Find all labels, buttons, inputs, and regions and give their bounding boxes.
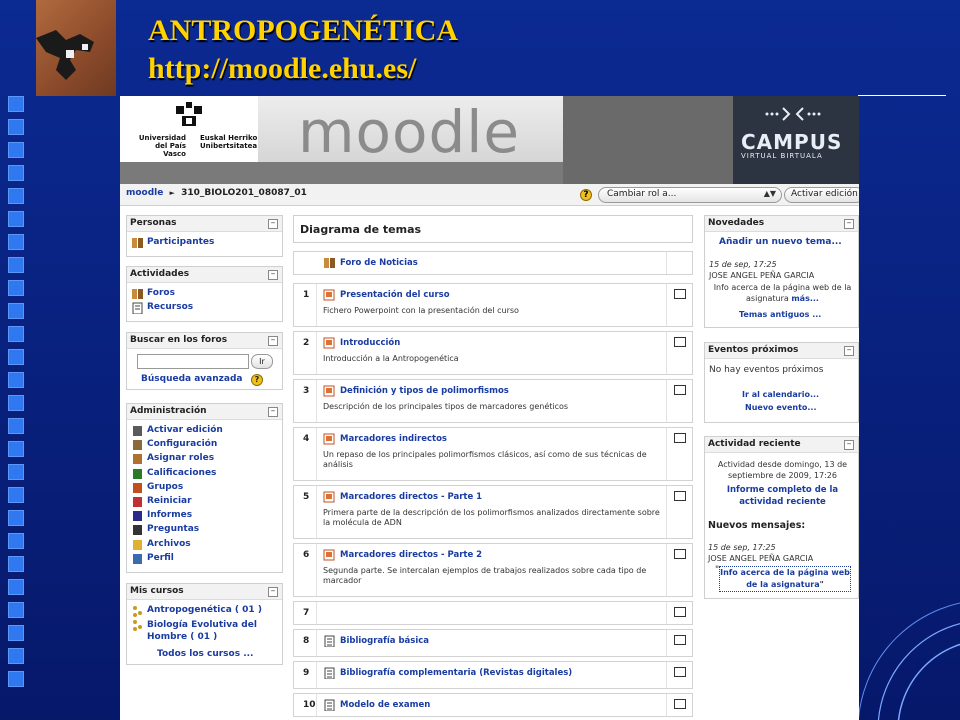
decorative-square [8, 487, 24, 503]
search-go-button[interactable]: Ir [251, 354, 273, 369]
decorative-square [8, 280, 24, 296]
forum-search-input[interactable] [137, 354, 249, 369]
block-administracion [126, 403, 283, 573]
profile-icon [131, 553, 144, 565]
decorative-square [8, 671, 24, 687]
course-icon [131, 619, 144, 631]
activity-date: 15 de sep, 17:25 [708, 543, 776, 552]
decorative-square [8, 648, 24, 664]
resources-link[interactable]: Recursos [147, 302, 194, 312]
topic-row [293, 601, 693, 625]
all-courses-link[interactable]: Todos los cursos ... [157, 649, 254, 659]
admin-link[interactable]: Perfil [147, 552, 174, 563]
topic-link[interactable]: Definición y tipos de polimorfismos [340, 386, 509, 396]
quote-open: " [715, 565, 720, 575]
university-logo [120, 96, 258, 162]
topics-header [293, 215, 693, 243]
decorative-square [8, 211, 24, 227]
document-icon [323, 635, 335, 647]
campus-title: CAMPUS [741, 130, 843, 154]
breadcrumb [126, 188, 307, 198]
campus-subtitle: VIRTUAL BIRTUALA [741, 152, 823, 160]
topic-row [293, 485, 693, 539]
course-link-biologia[interactable]: Biología Evolutiva del Hombre ( 01 ) [147, 620, 257, 642]
topic-number: 1 [303, 290, 310, 300]
new-messages-label: Nuevos mensajes: [708, 520, 806, 531]
block-personas-title: Personas [130, 218, 177, 228]
topic-row [293, 661, 693, 689]
block-eventos [704, 342, 859, 423]
participants-icon [131, 237, 144, 249]
news-date: 15 de sep, 17:25 [709, 260, 777, 269]
highlight-toggle[interactable] [674, 607, 686, 617]
slide-logo [36, 0, 116, 96]
admin-link[interactable]: Preguntas [147, 524, 200, 535]
topic-link[interactable]: Presentación del curso [340, 290, 450, 300]
news-more-link[interactable]: más... [791, 294, 819, 303]
topic-description: Un repaso de los principales polimorfismos clásicos, así como de sus técnicas de análisis [323, 450, 647, 469]
block-actividades-title: Actividades [130, 269, 190, 279]
topic-description: Introducción a la Antropogenética [323, 354, 459, 363]
help-icon[interactable]: ? [580, 189, 592, 201]
block-administracion-title: Administración [130, 406, 207, 416]
news-text: Info acerca de la página web de la asignatura más... [713, 283, 852, 303]
navigation-bar [120, 184, 859, 206]
add-topic-link[interactable]: Añadir un nuevo tema... [719, 237, 842, 247]
collapse-icon[interactable]: – [844, 219, 854, 229]
decorative-square [8, 395, 24, 411]
forums-link[interactable]: Foros [147, 288, 175, 298]
topic-row [293, 331, 693, 375]
university-name-es: Universidad del País Vasco [138, 134, 186, 158]
resources-icon [131, 302, 144, 314]
old-topics-link[interactable]: Temas antiguos ... [739, 310, 822, 319]
topic-link[interactable]: Marcadores indirectos [340, 434, 447, 444]
settings-icon [131, 439, 144, 451]
highlight-toggle[interactable] [674, 385, 686, 395]
decorative-square [8, 165, 24, 181]
collapse-icon[interactable]: – [844, 346, 854, 356]
breadcrumb-course: 310_BIOLO201_08087_01 [181, 188, 307, 198]
topic-row [293, 693, 693, 717]
decorative-square [8, 257, 24, 273]
switch-role-select[interactable] [598, 187, 782, 203]
admin-link[interactable]: Grupos [147, 481, 184, 492]
document-icon [323, 667, 335, 679]
collapse-icon[interactable]: – [268, 587, 278, 597]
groups-icon [131, 482, 144, 494]
decorative-square [8, 234, 24, 250]
topic-description: Fichero Powerpoint con la presentación del curso [323, 306, 519, 315]
topic-number: 2 [303, 338, 310, 348]
activity-since: Actividad desde domingo, 13 de septiembre de 2009, 17:26 [717, 460, 848, 480]
powerpoint-file-icon [323, 433, 335, 445]
breadcrumb-home-link[interactable]: moodle [126, 188, 164, 198]
calendar-link[interactable]: Ir al calendario... [742, 390, 820, 399]
forum-icon [323, 257, 335, 269]
block-mis-cursos-title: Mis cursos [130, 586, 184, 596]
topic-number: 8 [303, 636, 310, 646]
block-buscar [126, 332, 283, 390]
banner-right [563, 96, 733, 184]
decorative-square [8, 602, 24, 618]
recent-post-link[interactable]: Info acerca de la página web de la asignatura" [719, 566, 851, 592]
decorative-square [8, 625, 24, 641]
admin-link[interactable]: Configuración [147, 439, 218, 450]
switch-role-value: Cambiar rol a... [607, 189, 677, 199]
advanced-search-link[interactable]: Búsqueda avanzada [141, 374, 243, 384]
activate-editing-button[interactable]: Activar edición [784, 187, 859, 203]
topic-description: Segunda parte. Se intercalan ejemplos de trabajos realizados sobre cada tipo de marcador [323, 566, 647, 585]
moodle-screenshot [120, 96, 859, 720]
topic-news [293, 251, 693, 275]
slide-url: http://moodle.ehu.es/ [148, 52, 417, 85]
admin-link[interactable]: Reiniciar [147, 496, 192, 506]
moodle-logo: moodle [298, 98, 521, 166]
topic-row [293, 543, 693, 597]
powerpoint-file-icon [323, 289, 335, 301]
admin-link[interactable]: Informes [147, 510, 193, 521]
highlight-toggle[interactable] [674, 667, 686, 677]
participants-link[interactable]: Participantes [147, 237, 215, 247]
powerpoint-file-icon [323, 385, 335, 397]
block-eventos-title: Eventos próximos [708, 345, 799, 355]
decorative-square [8, 372, 24, 388]
topics-title: Diagrama de temas [300, 223, 422, 236]
decorative-arcs [858, 560, 960, 720]
news-author: JOSE ANGEL PEÑA GARCIA [709, 271, 815, 280]
decorative-squares [8, 96, 26, 720]
decorative-square [8, 579, 24, 595]
document-icon [323, 699, 335, 711]
highlight-toggle[interactable] [674, 289, 686, 299]
highlight-toggle[interactable] [674, 337, 686, 347]
university-name-eu: Euskal Herriko Unibertsitatea [200, 134, 258, 150]
block-novedades-title: Novedades [708, 218, 765, 228]
decorative-square [8, 533, 24, 549]
forum-icon [131, 288, 144, 300]
topic-link[interactable]: Bibliografía básica [340, 636, 430, 646]
slide-title: ANTROPOGENÉTICA [148, 14, 459, 47]
collapse-icon[interactable]: – [268, 270, 278, 280]
powerpoint-file-icon [323, 491, 335, 503]
block-novedades [704, 215, 859, 328]
highlight-toggle[interactable] [674, 491, 686, 501]
admin-link[interactable]: Activar edición [147, 425, 223, 435]
block-buscar-title: Buscar en los foros [130, 335, 228, 345]
course-icon [131, 605, 144, 617]
topic-description: Primera parte de la descripción de los polimorfismos analizados directamente sobre la molécula de ADN [323, 508, 660, 527]
decorative-square [8, 464, 24, 480]
block-personas [126, 215, 283, 257]
decorative-square [8, 303, 24, 319]
reports-icon [131, 510, 144, 522]
admin-link[interactable]: Asignar roles [147, 453, 215, 464]
activity-author: JOSE ANGEL PEÑA GARCIA [708, 554, 814, 563]
news-forum-link[interactable]: Foro de Noticias [340, 258, 418, 268]
topic-number: 10 [303, 700, 316, 710]
title-divider [858, 95, 946, 96]
block-actividades [126, 266, 283, 322]
course-link-antropogenetica[interactable]: Antropogenética ( 01 ) [147, 605, 262, 615]
decorative-square [8, 119, 24, 135]
collapse-icon[interactable]: – [268, 407, 278, 417]
topic-link[interactable]: Introducción [340, 338, 401, 348]
decorative-square [8, 418, 24, 434]
upv-emblem-icon [174, 102, 204, 130]
roles-icon [131, 453, 144, 465]
topic-link[interactable]: Modelo de examen [340, 700, 431, 710]
highlight-toggle[interactable] [674, 699, 686, 709]
topic-number: 9 [303, 668, 310, 678]
no-events-text: No hay eventos próximos [709, 365, 824, 375]
topic-link[interactable]: Marcadores directos - Parte 1 [340, 492, 483, 502]
reset-icon [131, 496, 144, 508]
new-event-link[interactable]: Nuevo evento... [745, 403, 817, 412]
block-actividad-title: Actividad reciente [708, 439, 801, 449]
select-arrows-icon: ▲▼ [763, 189, 776, 198]
collapse-icon[interactable]: – [268, 219, 278, 229]
campus-dots-icon [763, 104, 823, 126]
highlight-toggle[interactable] [674, 549, 686, 559]
topic-link[interactable]: Bibliografía complementaria (Revistas digitales) [340, 668, 573, 678]
powerpoint-file-icon [323, 337, 335, 349]
edit-icon [131, 425, 144, 437]
topic-number: 5 [303, 492, 310, 502]
decorative-square [8, 96, 24, 112]
collapse-icon[interactable]: – [844, 440, 854, 450]
admin-link[interactable]: Calificaciones [147, 467, 217, 478]
block-mis-cursos [126, 583, 283, 665]
collapse-icon[interactable]: – [268, 336, 278, 346]
topic-number: 3 [303, 386, 310, 396]
topic-number: 7 [303, 608, 310, 618]
admin-link[interactable]: Archivos [147, 538, 191, 549]
grades-icon [131, 468, 144, 480]
decorative-square [8, 510, 24, 526]
topic-link[interactable]: Marcadores directos - Parte 2 [340, 550, 483, 560]
decorative-square [8, 556, 24, 572]
highlight-toggle[interactable] [674, 433, 686, 443]
questions-icon [131, 524, 144, 536]
topic-number: 6 [303, 550, 310, 560]
course-topics [293, 215, 693, 720]
decorative-square [8, 188, 24, 204]
full-report-link[interactable]: Informe completo de la actividad reciente [726, 485, 839, 507]
topic-row [293, 629, 693, 657]
powerpoint-file-icon [323, 549, 335, 561]
block-actividad [704, 436, 859, 599]
decorative-square [8, 142, 24, 158]
decorative-square [8, 349, 24, 365]
search-help-icon[interactable]: ? [251, 374, 263, 386]
breadcrumb-separator-icon: ► [169, 189, 175, 197]
decorative-square [8, 326, 24, 342]
topic-description: Descripción de los principales tipos de marcadores genéticos [323, 402, 569, 411]
topic-row [293, 427, 693, 481]
puzzle-logo-icon [36, 0, 116, 96]
topic-row [293, 379, 693, 423]
site-banner [120, 96, 859, 184]
topic-number: 4 [303, 434, 310, 444]
decorative-square [8, 441, 24, 457]
highlight-toggle[interactable] [674, 635, 686, 645]
folder-icon [131, 539, 144, 551]
topic-row [293, 283, 693, 327]
